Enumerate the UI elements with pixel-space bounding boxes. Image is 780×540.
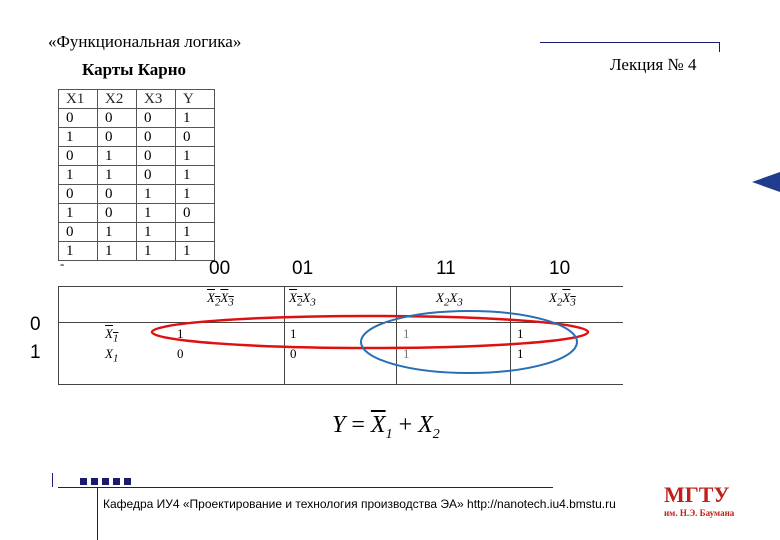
kmap-cell: 1 bbox=[177, 326, 184, 341]
table-cell: 1 bbox=[137, 223, 176, 242]
table-cell: 0 bbox=[59, 109, 98, 128]
university-logo: МГТУ bbox=[664, 482, 730, 507]
table-cell: 0 bbox=[176, 204, 215, 223]
table-cell: 1 bbox=[59, 166, 98, 185]
footer-dot bbox=[124, 478, 131, 485]
kmap-cell: 1 bbox=[290, 326, 297, 341]
kmap-row-code: 1 bbox=[30, 342, 41, 363]
table-cell: 0 bbox=[98, 109, 137, 128]
kmap-row-term: $X_1$ bbox=[105, 326, 119, 345]
footer-dot bbox=[113, 478, 120, 485]
course-title: «Функциональная логика» bbox=[48, 32, 242, 51]
table-cell: 0 bbox=[98, 204, 137, 223]
table-cell: 0 bbox=[137, 109, 176, 128]
header-y: Y bbox=[176, 90, 215, 109]
table-cell: 1 bbox=[137, 242, 176, 261]
table-cell: 0 bbox=[137, 128, 176, 147]
table-cell: 1 bbox=[59, 128, 98, 147]
table-cell: 1 bbox=[176, 147, 215, 166]
footer-text: Кафедра ИУ4 «Проектирование и технология производства ЭА» http://nanotech.iu4.bmstu.ru bbox=[103, 497, 616, 511]
kmap-row-term: $X_1$ bbox=[105, 346, 119, 365]
table-cell: 1 bbox=[59, 242, 98, 261]
table-cell: 0 bbox=[59, 147, 98, 166]
kmap-col-code: 11 bbox=[436, 258, 456, 279]
kmap-cell: 0 bbox=[290, 346, 297, 361]
table-cell: 1 bbox=[98, 223, 137, 242]
header-x1: X1 bbox=[59, 90, 98, 109]
kmap-col-term: $X_2X_3$ bbox=[549, 290, 576, 309]
footer-dot bbox=[80, 478, 87, 485]
table-cell: 0 bbox=[137, 147, 176, 166]
table-cell: 0 bbox=[176, 128, 215, 147]
table-cell: 0 bbox=[98, 185, 137, 204]
kmap-row-code: 0 bbox=[30, 314, 41, 335]
kmap-col-term: $X_2X_3$ bbox=[289, 290, 316, 309]
kmap-col-term: $X_2X_3$ bbox=[207, 290, 234, 309]
table-cell: 1 bbox=[137, 204, 176, 223]
kmap-col-code: 01 bbox=[292, 258, 314, 279]
table-cell: 1 bbox=[137, 185, 176, 204]
footer-divider-vertical bbox=[97, 487, 98, 540]
table-cell: 1 bbox=[59, 204, 98, 223]
table-cell: 1 bbox=[98, 147, 137, 166]
header-x3: X3 bbox=[137, 90, 176, 109]
kmap-cell: 1 bbox=[403, 346, 410, 361]
footer-dot bbox=[91, 478, 98, 485]
header-x2: X2 bbox=[98, 90, 137, 109]
kmap-col-term: $X_2X_3$ bbox=[436, 290, 463, 309]
table-cell: 0 bbox=[59, 223, 98, 242]
table-cell: 0 bbox=[98, 128, 137, 147]
kmap-col-code: 10 bbox=[549, 258, 571, 279]
table-cell: 0 bbox=[59, 185, 98, 204]
kmap-cell: 0 bbox=[177, 346, 184, 361]
kmap-cell: 1 bbox=[517, 346, 524, 361]
footer-divider bbox=[58, 487, 553, 488]
table-cell: 1 bbox=[176, 166, 215, 185]
table-cell: 1 bbox=[176, 185, 215, 204]
table-cell: 1 bbox=[98, 166, 137, 185]
table-cell: 1 bbox=[176, 223, 215, 242]
table-cell: 1 bbox=[176, 109, 215, 128]
lecture-number: Лекция № 4 bbox=[610, 55, 697, 74]
table-cell: 1 bbox=[176, 242, 215, 261]
table-cell: 1 bbox=[98, 242, 137, 261]
footer-divider-tick bbox=[52, 473, 53, 487]
footer-dot bbox=[102, 478, 109, 485]
red-group-ellipse bbox=[152, 316, 588, 348]
table-cell: 0 bbox=[137, 166, 176, 185]
table-marker: - bbox=[60, 256, 65, 271]
kmap-cell: 1 bbox=[403, 326, 410, 341]
kmap-col-code: 00 bbox=[209, 258, 231, 279]
slide-title: Карты Карно bbox=[82, 60, 187, 79]
kmap-cell: 1 bbox=[517, 326, 524, 341]
university-logo-subtitle: им. Н.Э. Баумана bbox=[664, 508, 735, 518]
result-formula: $Y = \overline{X}_1 + X_2$ bbox=[332, 412, 440, 442]
